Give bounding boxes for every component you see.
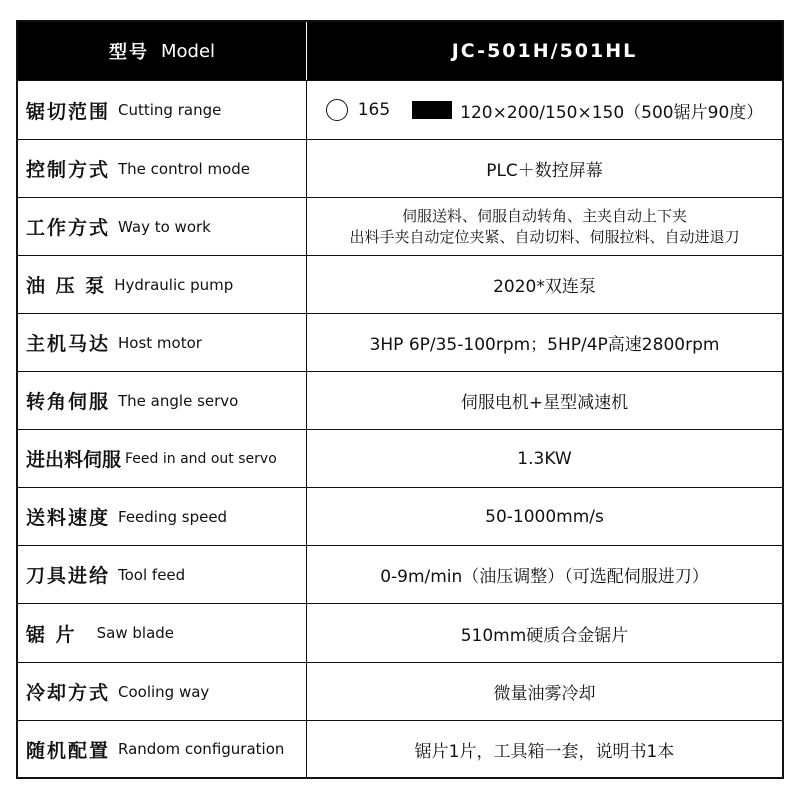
row-value: 1.3KW xyxy=(517,448,572,469)
table-row-saw-blade xyxy=(18,603,782,662)
row-label-zh: 刀具进给 xyxy=(26,565,111,587)
row-label-en: Host motor xyxy=(118,333,202,352)
table-row-host-motor xyxy=(18,313,782,371)
row-label-zh: 油 压 泵 xyxy=(26,275,107,297)
row-label-en: Cutting range xyxy=(118,101,222,119)
round-capacity: 165 xyxy=(357,100,391,120)
row-label xyxy=(18,663,307,720)
header-label-en: Model xyxy=(160,40,216,62)
row-value xyxy=(307,198,782,255)
row-label xyxy=(18,198,307,255)
row-label-zh: 进出料伺服 xyxy=(26,449,122,471)
row-label xyxy=(18,488,307,545)
table-row-angle-servo xyxy=(18,371,782,429)
row-label-en: Feed in and out servo xyxy=(125,450,277,467)
row-value: 510mm硬质合金锯片 xyxy=(460,625,629,646)
table-row-feed-servo xyxy=(18,429,782,487)
table-row-hydraulic-pump xyxy=(18,255,782,313)
row-label-en: Random configuration xyxy=(118,740,285,758)
row-label xyxy=(18,81,307,139)
row-value xyxy=(307,81,782,139)
row-label-en: The angle servo xyxy=(118,391,239,410)
row-value: 3HP 6P/35-100rpm；5HP/4P高速2800rpm xyxy=(369,335,720,355)
table-row-control-mode xyxy=(18,139,782,197)
row-label-zh: 送料速度 xyxy=(26,507,111,529)
row-label-zh: 冷却方式 xyxy=(26,682,111,704)
table-row-feeding-speed xyxy=(18,487,782,545)
spec-table xyxy=(16,20,784,779)
row-value: 0-9m/min（油压调整）（可选配伺服进刀） xyxy=(380,567,709,587)
row-label-zh: 锯 片 xyxy=(26,623,77,646)
row-label xyxy=(18,314,307,371)
table-row-tool-feed xyxy=(18,545,782,603)
row-value: 锯片1片，工具箱一套，说明书1本 xyxy=(414,741,675,762)
row-label xyxy=(18,430,307,487)
square-capacity: 120×200/150×150（500锯片90度） xyxy=(460,102,764,123)
header-label xyxy=(18,22,307,80)
row-label-en: Saw blade xyxy=(96,624,175,642)
table-row-random-configuration xyxy=(18,720,782,777)
row-label-zh: 主机马达 xyxy=(26,333,111,355)
row-value: 微量油雾冷却 xyxy=(493,684,596,704)
row-label-en: Way to work xyxy=(118,217,211,236)
table-row-cutting-range xyxy=(18,80,782,139)
row-label-zh: 转角伺服 xyxy=(26,391,111,413)
row-label-zh: 锯切范围 xyxy=(26,100,111,123)
row-value-line-2: 出料手夹自动定位夹紧、自动切料、伺服拉料、自动进退刀 xyxy=(349,227,740,246)
table-header-row xyxy=(18,22,782,80)
row-label-en: Cooling way xyxy=(118,682,210,701)
header-label-zh: 型号 xyxy=(108,42,149,63)
row-label-en: The control mode xyxy=(118,159,250,178)
row-label xyxy=(18,372,307,429)
row-label xyxy=(18,604,307,662)
row-value-line-1: 伺服送料、伺服自动转角、主夹自动上下夹 xyxy=(401,206,687,225)
row-label xyxy=(18,546,307,603)
row-value: 伺服电机+星型减速机 xyxy=(460,393,629,413)
row-label xyxy=(18,256,307,313)
row-value: 2020*双连泵 xyxy=(493,277,596,297)
round-section-icon xyxy=(326,99,348,121)
row-value: PLC＋数控屏幕 xyxy=(486,161,603,181)
row-label-en: Feeding speed xyxy=(118,507,228,526)
row-value: 50-1000mm/s xyxy=(485,506,604,527)
row-label-zh: 随机配置 xyxy=(26,739,111,762)
square-section-icon xyxy=(412,101,452,119)
row-label-zh: 控制方式 xyxy=(26,159,111,181)
row-label-en: Tool feed xyxy=(118,565,186,584)
table-row-way-to-work xyxy=(18,197,782,255)
row-label-zh: 工作方式 xyxy=(26,217,111,239)
row-label xyxy=(18,140,307,197)
table-row-cooling-way xyxy=(18,662,782,720)
model-number: JC-501H/501HL xyxy=(451,40,638,62)
row-label-en: Hydraulic pump xyxy=(114,275,234,294)
row-label xyxy=(18,721,307,777)
